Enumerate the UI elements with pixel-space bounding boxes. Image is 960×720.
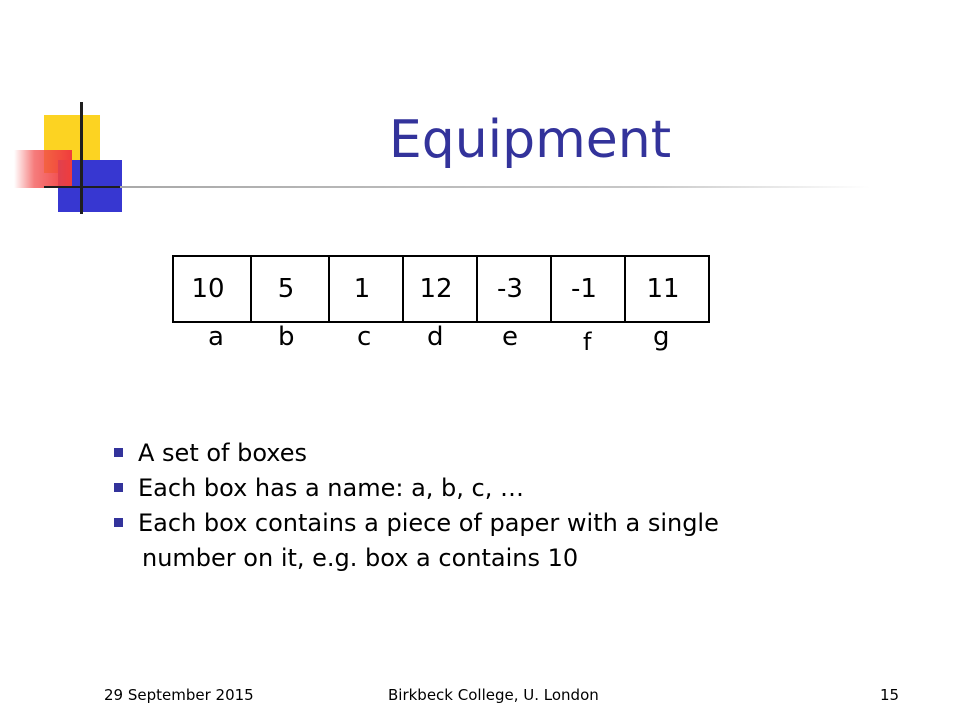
bullet-continuation [114, 541, 894, 576]
box-name-label: f [583, 328, 592, 356]
square-bullet-icon [114, 483, 123, 492]
box-name-label: a [208, 322, 224, 352]
footer-institution: Birkbeck College, U. London [388, 686, 599, 704]
box-e [478, 257, 552, 321]
box-name-label: c [357, 322, 372, 352]
horizontal-line-short [44, 186, 124, 188]
box-value: 5 [277, 274, 295, 304]
bullet-text: number on it, e.g. box a contains 10 [142, 544, 579, 572]
bullet-text: Each box has a name: a, b, c, … [138, 474, 524, 502]
box-name-label: b [278, 322, 295, 352]
bullet-text: A set of boxes [138, 439, 308, 467]
bullet-item [114, 506, 894, 541]
box-c [330, 257, 404, 321]
box-array [172, 255, 710, 323]
bullet-item [114, 471, 894, 506]
box-value: 10 [191, 274, 225, 304]
box-name-label: d [427, 322, 444, 352]
title-underline [120, 186, 870, 188]
bullet-text: Each box contains a piece of paper with a single [138, 509, 719, 537]
box-value: 11 [646, 274, 680, 304]
page-number: 15 [880, 686, 900, 704]
box-b [252, 257, 330, 321]
box-a [174, 257, 252, 321]
box-name-label: g [653, 322, 670, 352]
square-bullet-icon [114, 518, 123, 527]
box-value: 1 [353, 274, 371, 304]
box-g [626, 257, 708, 321]
box-value: 12 [419, 274, 453, 304]
red-square [14, 150, 72, 188]
box-value: -1 [571, 274, 597, 304]
box-f [552, 257, 626, 321]
square-bullet-icon [114, 448, 123, 457]
vertical-line [80, 102, 83, 214]
bullet-item [114, 436, 894, 471]
bullet-list [114, 436, 894, 576]
box-name-label: e [502, 322, 518, 352]
box-value: -3 [497, 274, 523, 304]
decorative-squares-logo [0, 0, 140, 230]
box-d [404, 257, 478, 321]
slide-title: Equipment [388, 110, 672, 170]
footer-date: 29 September 2015 [104, 686, 254, 704]
